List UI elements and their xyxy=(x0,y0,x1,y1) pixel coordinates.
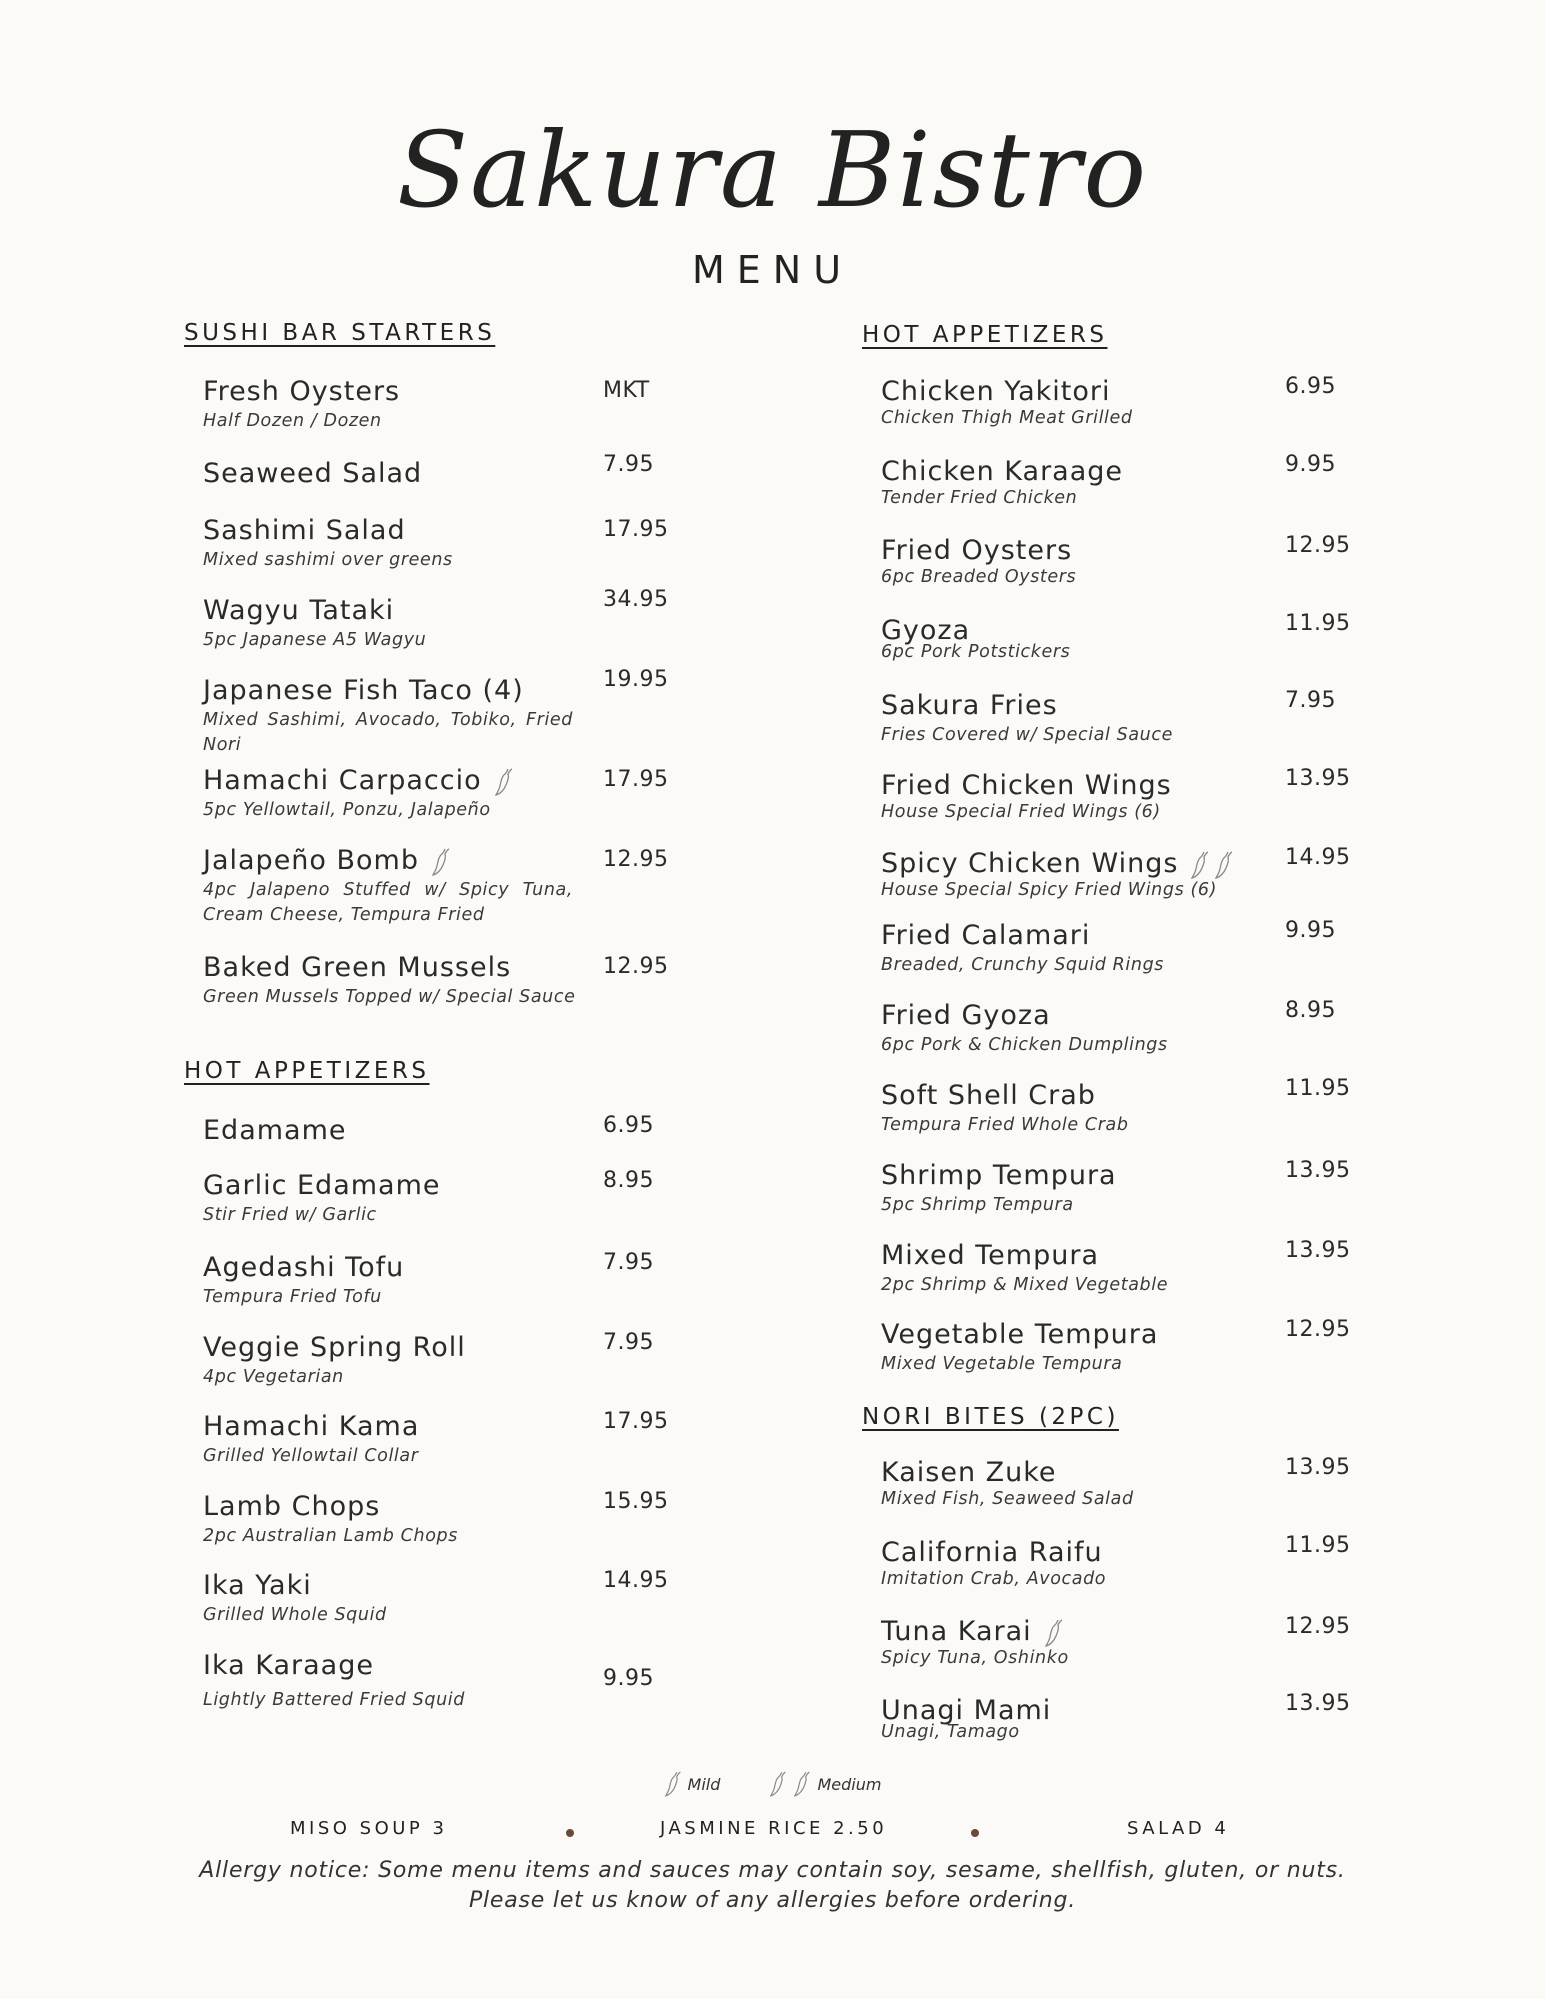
item-name: Fried Chicken Wings xyxy=(881,770,1172,801)
item-name: Fresh Oysters xyxy=(203,376,401,407)
item-name: Fried Calamari xyxy=(881,920,1091,951)
item-name-text: Tuna Karai xyxy=(881,1616,1032,1647)
item-name: Chicken Karaage xyxy=(881,456,1124,487)
item-desc: 6pc Pork & Chicken Dumplings xyxy=(881,1035,1168,1055)
item-desc: Tempura Fried Whole Crab xyxy=(881,1115,1129,1135)
menu-item xyxy=(203,1491,743,1549)
menu-item xyxy=(203,765,743,823)
item-name: Mixed Tempura xyxy=(881,1240,1099,1271)
item-price: 7.95 xyxy=(603,1250,654,1275)
item-price: 13.95 xyxy=(1285,1158,1351,1183)
menu-item xyxy=(203,452,743,490)
chili-pepper-icon xyxy=(664,1770,684,1798)
chili-pepper-icon xyxy=(1044,1618,1066,1648)
menu-item xyxy=(203,515,743,573)
section-title-sushi-bar-starters: SUSHI BAR STARTERS xyxy=(184,320,496,346)
item-desc: Mixed Fish, Seaweed Salad xyxy=(881,1489,1134,1509)
item-price: 13.95 xyxy=(1285,766,1351,791)
menu-item xyxy=(881,1616,1421,1671)
item-name: Fried Oysters xyxy=(881,535,1073,566)
menu-item xyxy=(203,1332,743,1390)
menu-item xyxy=(203,1570,743,1628)
chili-pepper-icon xyxy=(431,847,453,877)
item-desc: 2pc Shrimp & Mixed Vegetable xyxy=(881,1275,1169,1295)
item-desc: 5pc Japanese A5 Wagyu xyxy=(203,630,427,650)
item-price: 17.95 xyxy=(603,767,669,792)
legend-mild-label: Mild xyxy=(687,1774,721,1794)
menu-item xyxy=(881,845,1421,903)
menu-item xyxy=(881,1076,1421,1138)
item-desc: Breaded, Crunchy Squid Rings xyxy=(881,955,1165,975)
item-name: Soft Shell Crab xyxy=(881,1080,1096,1111)
item-desc: Tempura Fried Tofu xyxy=(203,1287,382,1307)
item-desc: Imitation Crab, Avocado xyxy=(881,1569,1107,1589)
item-desc: 5pc Yellowtail, Ponzu, Jalapeño xyxy=(203,800,491,820)
section-title-hot-appetizers: HOT APPETIZERS xyxy=(184,1058,430,1084)
item-name: Japanese Fish Taco (4) xyxy=(203,675,524,706)
item-name: Chicken Yakitori xyxy=(881,376,1111,407)
item-name: Unagi Mami xyxy=(881,1695,1052,1726)
chili-pepper-icon xyxy=(769,1770,789,1798)
item-name: Vegetable Tempura xyxy=(881,1319,1159,1350)
item-name: Ika Yaki xyxy=(203,1570,312,1601)
section-title-nori-bites: NORI BITES (2PC) xyxy=(862,1404,1119,1430)
spice-legend xyxy=(0,1770,1545,1802)
item-price: 12.95 xyxy=(603,954,669,979)
item-price: 7.95 xyxy=(603,1330,654,1355)
menu-item xyxy=(881,1533,1421,1592)
item-name: Lamb Chops xyxy=(203,1491,381,1522)
item-name: Agedashi Tofu xyxy=(203,1252,405,1283)
item-name: Sakura Fries xyxy=(881,690,1058,721)
menu-item xyxy=(203,587,743,653)
item-price: 15.95 xyxy=(603,1489,669,1514)
item-price: 9.95 xyxy=(1285,918,1336,943)
item-desc: 4pc Jalapeno Stuffed w/ Spicy Tuna, Cream Cheese, Tempura Fried xyxy=(203,880,573,925)
item-name: Sashimi Salad xyxy=(203,515,406,546)
item-name-text: Jalapeño Bomb xyxy=(203,845,420,876)
chili-pepper-icon xyxy=(793,1770,813,1798)
item-price: MKT xyxy=(603,378,650,403)
item-price: 12.95 xyxy=(603,847,669,872)
item-price: 13.95 xyxy=(1285,1691,1351,1716)
item-name: Fried Gyoza xyxy=(881,1000,1051,1031)
item-desc: House Special Spicy Fried Wings (6) xyxy=(881,880,1218,900)
menu-heading: MENU xyxy=(691,248,854,292)
menu-item xyxy=(203,952,743,1010)
item-desc: 4pc Vegetarian xyxy=(203,1367,344,1387)
section-title-hot-appetizers: HOT APPETIZERS xyxy=(862,322,1108,348)
item-name-text: Hamachi Carpaccio xyxy=(203,765,482,796)
item-desc: Chicken Thigh Meat Grilled xyxy=(881,408,1133,428)
item-price: 12.95 xyxy=(1285,1614,1351,1639)
divider-dot xyxy=(971,1829,979,1837)
item-desc: Fries Covered w/ Special Sauce xyxy=(881,725,1173,745)
item-name: Veggie Spring Roll xyxy=(203,1332,466,1363)
menu-item xyxy=(881,1240,1421,1298)
item-price: 14.95 xyxy=(1285,845,1351,870)
item-price: 19.95 xyxy=(603,667,669,692)
menu-item xyxy=(203,1411,743,1469)
item-desc: Mixed Sashimi, Avocado, Tobiko, Fried Nori xyxy=(203,710,573,755)
item-desc: House Special Fried Wings (6) xyxy=(881,802,1161,822)
item-desc: 6pc Pork Potstickers xyxy=(881,642,1071,662)
item-desc: Grilled Yellowtail Collar xyxy=(203,1446,419,1466)
menu-item xyxy=(881,1319,1421,1377)
item-desc: Lightly Battered Fried Squid xyxy=(203,1690,465,1710)
menu-item xyxy=(881,690,1421,748)
item-desc: Spicy Tuna, Oshinko xyxy=(881,1648,1069,1668)
divider-dot xyxy=(566,1829,574,1837)
item-desc: Green Mussels Topped w/ Special Sauce xyxy=(203,987,576,1007)
item-name: Kaisen Zuke xyxy=(881,1457,1057,1488)
allergy-notice: Allergy notice: Some menu items and sauces may contain soy, sesame, shellfish, gluten, or nuts. Please let us know of any allergies before ordering. xyxy=(199,1858,1346,1913)
legend-mild xyxy=(664,1770,721,1798)
menu-item xyxy=(203,1170,743,1228)
item-desc: Tender Fried Chicken xyxy=(881,488,1078,508)
menu-item xyxy=(881,1457,1421,1512)
menu-item xyxy=(203,1115,743,1147)
item-desc: Unagi, Tamago xyxy=(881,1722,1020,1742)
item-price: 6.95 xyxy=(603,1113,654,1138)
menu-item xyxy=(881,1691,1421,1745)
item-name: Seaweed Salad xyxy=(203,458,423,489)
item-price: 13.95 xyxy=(1285,1238,1351,1263)
menu-item xyxy=(881,535,1421,590)
item-price: 14.95 xyxy=(603,1568,669,1593)
side-miso-soup: MISO SOUP 3 xyxy=(290,1818,448,1839)
item-name: Baked Green Mussels xyxy=(203,952,512,983)
item-price: 9.95 xyxy=(1285,452,1336,477)
item-name: Shrimp Tempura xyxy=(881,1160,1117,1191)
item-price: 8.95 xyxy=(603,1168,654,1193)
item-name-text: Spicy Chicken Wings xyxy=(881,848,1179,879)
item-name: Ika Karaage xyxy=(203,1650,374,1681)
item-desc: 2pc Australian Lamb Chops xyxy=(203,1526,458,1546)
item-price: 7.95 xyxy=(1285,688,1336,713)
side-salad: SALAD 4 xyxy=(1127,1818,1230,1839)
item-price: 8.95 xyxy=(1285,998,1336,1023)
item-name: Hamachi Kama xyxy=(203,1411,420,1442)
item-price: 9.95 xyxy=(603,1666,654,1691)
item-desc: Half Dozen / Dozen xyxy=(203,411,382,431)
item-price: 6.95 xyxy=(1285,374,1336,399)
item-desc: 6pc Breaded Oysters xyxy=(881,567,1077,587)
item-desc: Stir Fried w/ Garlic xyxy=(203,1205,377,1225)
item-price: 11.95 xyxy=(1285,611,1351,636)
menu-item xyxy=(881,1160,1421,1218)
item-price: 17.95 xyxy=(603,517,669,542)
item-price: 17.95 xyxy=(603,1409,669,1434)
legend-medium xyxy=(769,1770,881,1798)
chili-pepper-icon xyxy=(1214,850,1236,880)
menu-item xyxy=(203,845,743,928)
menu-item xyxy=(881,1000,1421,1058)
chili-pepper-icon xyxy=(1190,850,1212,880)
menu-item xyxy=(881,452,1421,511)
item-price: 11.95 xyxy=(1285,1076,1351,1101)
item-price: 12.95 xyxy=(1285,1317,1351,1342)
menu-item xyxy=(203,1252,743,1310)
menu-item xyxy=(881,920,1421,978)
menu-item xyxy=(881,766,1421,825)
item-name: Gyoza xyxy=(881,615,971,646)
item-desc: Mixed Vegetable Tempura xyxy=(881,1354,1123,1374)
item-desc: Mixed sashimi over greens xyxy=(203,550,453,570)
brand-logo: Sakura Bistro xyxy=(396,109,1149,231)
menu-item xyxy=(203,376,743,434)
item-price: 12.95 xyxy=(1285,533,1351,558)
side-jasmine-rice: JASMINE RICE 2.50 xyxy=(660,1818,888,1839)
item-price: 11.95 xyxy=(1285,1533,1351,1558)
item-price: 13.95 xyxy=(1285,1455,1351,1480)
item-name: Garlic Edamame xyxy=(203,1170,441,1201)
item-name: Edamame xyxy=(203,1115,347,1146)
menu-item xyxy=(881,611,1421,665)
item-desc: Grilled Whole Squid xyxy=(203,1605,387,1625)
sides-row xyxy=(0,1818,1545,1848)
menu-item xyxy=(203,1650,743,1713)
menu-item xyxy=(203,667,743,758)
menu-item xyxy=(881,376,1421,431)
legend-medium-label: Medium xyxy=(817,1774,882,1794)
item-price: 34.95 xyxy=(603,587,669,612)
item-name: Wagyu Tataki xyxy=(203,595,395,626)
item-desc: 5pc Shrimp Tempura xyxy=(881,1195,1074,1215)
item-price: 7.95 xyxy=(603,452,654,477)
chili-pepper-icon xyxy=(494,767,516,797)
item-name: California Raifu xyxy=(881,1537,1103,1568)
